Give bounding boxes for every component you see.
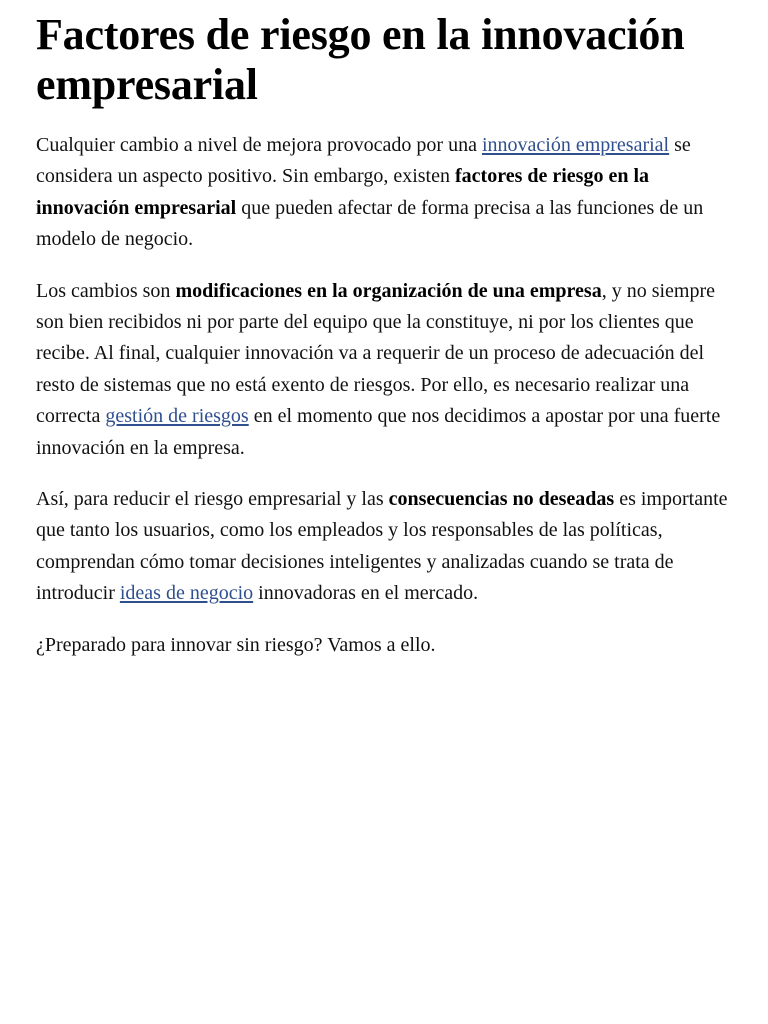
link-ideas-de-negocio[interactable]: ideas de negocio [119,582,254,605]
text-span: innovadoras en el mercado. [253,582,479,605]
text-span: ¿Preparado para innovar sin riesgo? Vamos a ello. [36,633,436,656]
bold-text: modificaciones en la organización de una empresa [175,279,602,302]
paragraph-reduce-risk [36,484,736,610]
bold-text: consecuencias no deseadas [388,488,615,511]
text-span: se considera un aspecto positivo. Sin embargo, existen [36,134,691,188]
text-span: Así, para reducir el riesgo empresarial y las [36,488,389,511]
text-span: , y no siempre son bien recibidos ni por parte del equipo que la constituye, ni por los clientes que recibe. Al final, cualquier innovación va a requerir de un proceso de adecuación del resto de sistemas que no está exento de riesgos. Por ello, es necesario realizar una correcta [36,279,716,428]
text-span: Cualquier cambio a nivel de mejora provocado por una [36,134,482,156]
link-gestion-de-riesgos[interactable]: gestión de riesgos [105,405,249,428]
paragraph-changes [36,276,736,464]
article-title: Factores de riesgo en la innovación empresarial [36,10,685,109]
text-span: en el momento que nos decidimos a apostar por una fuerte innovación en la empresa. [36,405,721,459]
text-span: Los cambios son [36,279,176,302]
text-span: que pueden afectar de forma precisa a las funciones de un modelo de negocio. [36,196,704,251]
text-span: es importante que tanto los usuarios, como los empleados y los responsables de las políticas, comprendan cómo tomar decisiones inteligentes y analizadas cuando se trata de introducir [36,488,728,605]
paragraph-intro [36,130,736,256]
link-innovacion-empresarial[interactable]: innovación empresarial [481,134,670,156]
paragraph-closing [36,630,736,661]
article [36,10,736,661]
bold-text: factores de riesgo en la innovación empresarial [36,165,650,219]
